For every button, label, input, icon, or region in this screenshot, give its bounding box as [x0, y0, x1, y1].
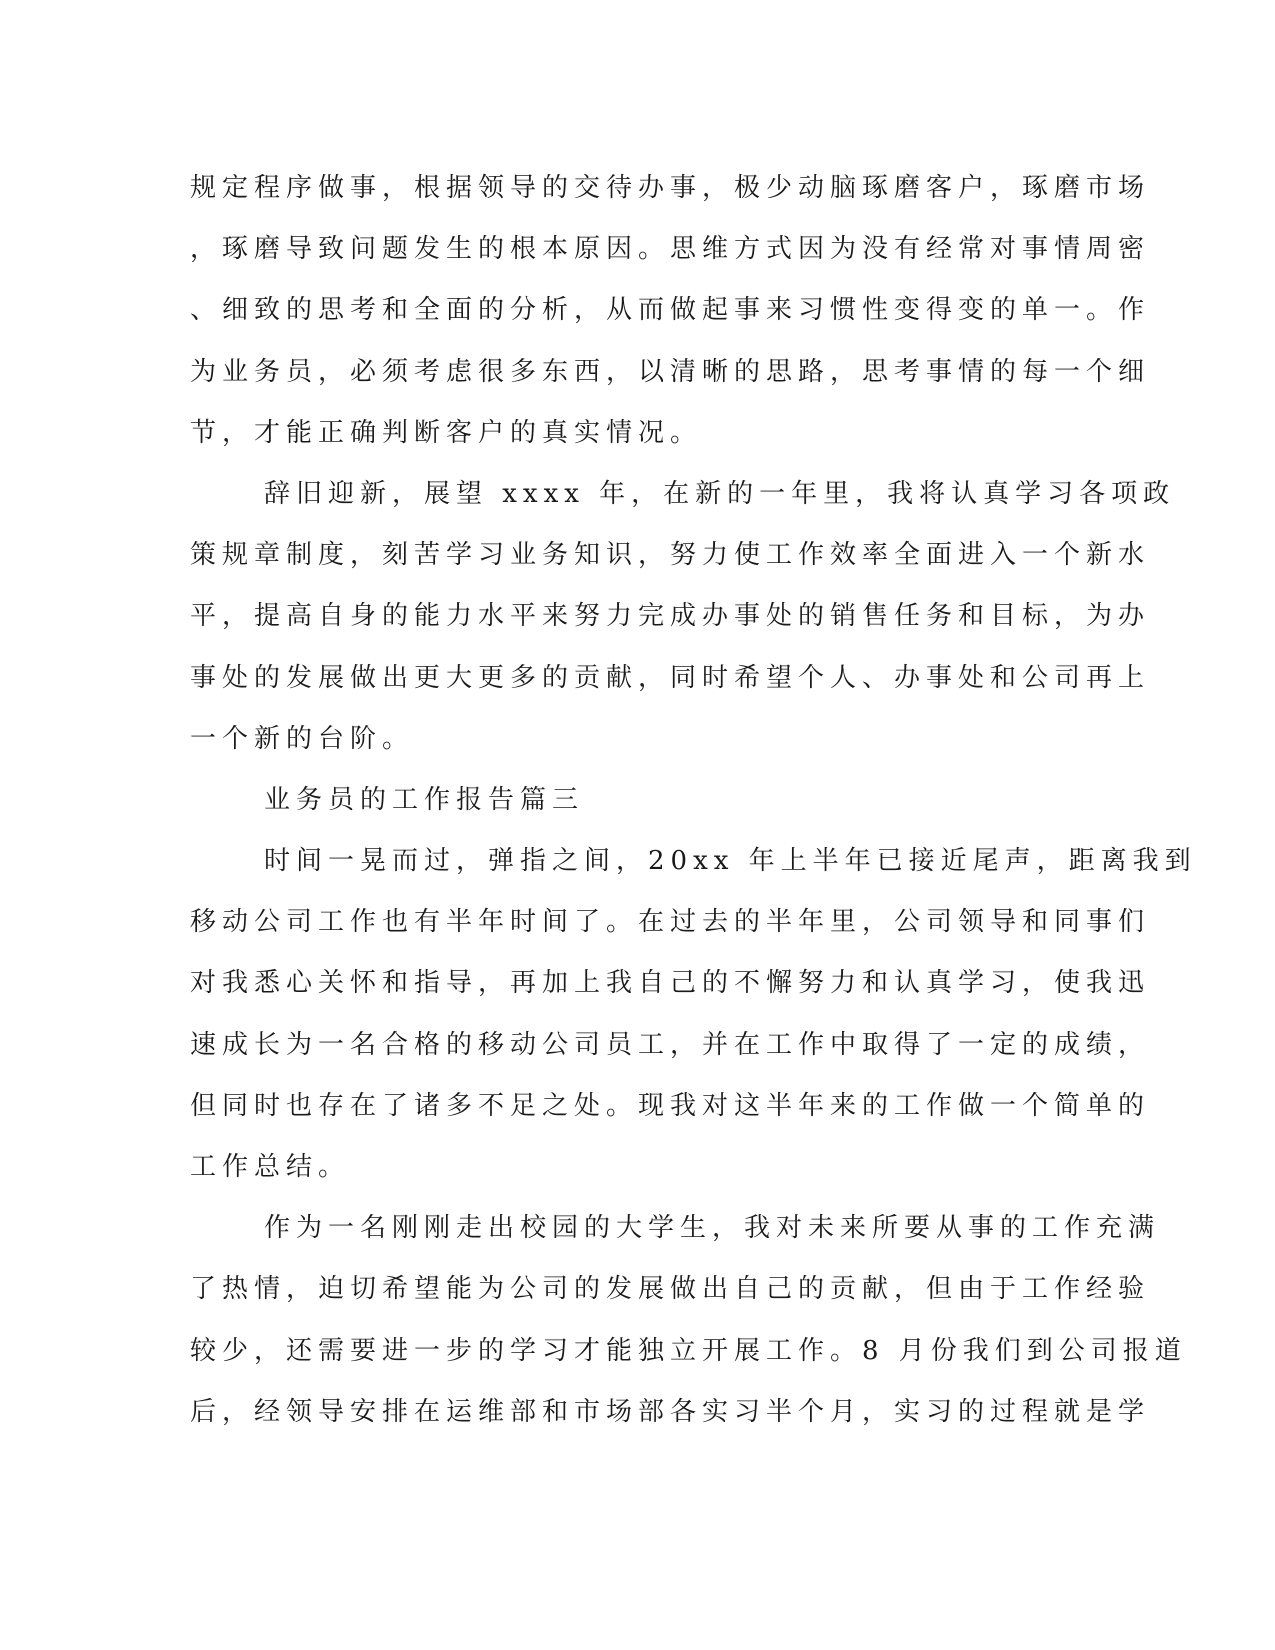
text-line: 事处的发展做出更大更多的贡献，同时希望个人、办事处和公司再上 — [190, 662, 1151, 693]
document-body — [190, 158, 1197, 1443]
text-line: 对我悉心关怀和指导，再加上我自己的不懈努力和认真学习，使我迅 — [190, 968, 1151, 999]
text-line: 后，经领导安排在运维部和市场部各实习半个月，实习的过程就是学 — [190, 1396, 1151, 1427]
text-line: 但同时也存在了诸多不足之处。现我对这半年来的工作做一个简单的 — [190, 1090, 1151, 1121]
text-line: 平，提高自身的能力水平来努力完成办事处的销售任务和目标，为办 — [190, 601, 1151, 632]
paragraph-first-line: 辞旧迎新，展望 xxxx 年，在新的一年里，我将认真学习各项政 — [264, 478, 1176, 509]
paragraph-first-line: 作为一名刚刚走出校园的大学生，我对未来所要从事的工作充满 — [264, 1213, 1161, 1244]
text-line: 移动公司工作也有半年时间了。在过去的半年里，公司领导和同事们 — [190, 907, 1151, 938]
text-line: 了热情，迫切希望能为公司的发展做出自己的贡献，但由于工作经验 — [190, 1274, 1151, 1305]
text-line: 速成长为一名合格的移动公司员工，并在工作中取得了一定的成绩， — [190, 1029, 1151, 1060]
text-line: 一个新的台阶。 — [190, 723, 415, 754]
text-line: 工作总结。 — [190, 1152, 351, 1182]
text-line: 较少，还需要进一步的学习才能独立开展工作。8 月份我们到公司报道 — [190, 1335, 1187, 1366]
text-line: 节，才能正确判断客户的真实情况。 — [190, 417, 703, 448]
text-line: 规定程序做事，根据领导的交待办事，极少动脑琢磨客户，琢磨市场 — [190, 173, 1151, 203]
paragraph-first-line: 时间一晃而过，弹指之间，20xx 年上半年已接近尾声，距离我到 — [264, 846, 1197, 877]
text-line: 、细致的思考和全面的分析，从而做起事来习惯性变得变的单一。作 — [190, 295, 1151, 326]
text-line: 策规章制度，刻苦学习业务知识，努力使工作效率全面进入一个新水 — [190, 540, 1151, 571]
text-line: ，琢磨导致问题发生的根本原因。思维方式因为没有经常对事情周密 — [190, 234, 1151, 265]
text-line: 为业务员，必须考虑很多东西，以清晰的思路，思考事情的每一个细 — [190, 356, 1151, 387]
paragraph-first-line: 业务员的工作报告篇三 — [264, 784, 585, 815]
